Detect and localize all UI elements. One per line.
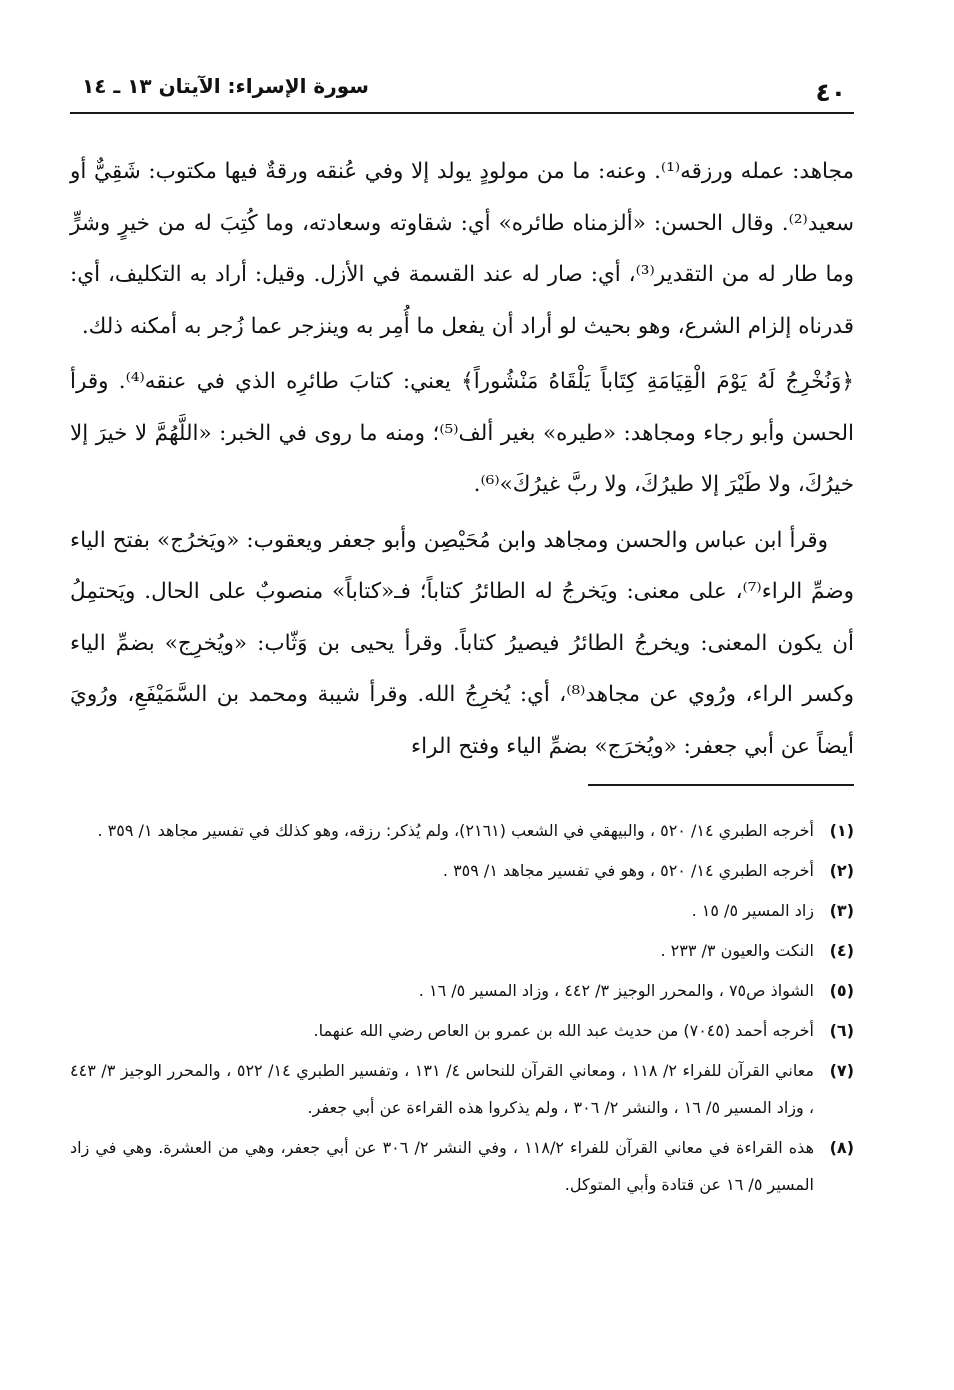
footnote-number: (٨)	[829, 1138, 854, 1157]
paragraph: ﴿وَنُخْرِجُ لَهُ يَوْمَ الْقِيَامَةِ كِتَاباً يَلْقَاهُ مَنْشُوراً﴾ يعني: كتابَ طائرِه الذي في عنقه⁽⁴⁾. وقرأ الحسن وأبو رجاء ومجاهد: «طيره» بغير ألف⁽⁵⁾؛ ومنه ما روى في الخبر: «اللَّهُمَّ لا خيرَ إلا خيرُكَ، ولا طَيْرَ إلا طيرُكَ، ولا ربَّ غيرُكَ»⁽⁶⁾.	[70, 369, 855, 497]
main-text	[70, 146, 854, 772]
footnote-number: (٥)	[829, 981, 854, 1000]
footnote-number: (٣)	[829, 901, 854, 920]
footnote-text: النكت والعيون ٣/ ٢٣٣ .	[660, 941, 814, 960]
footnote-number: (١)	[829, 821, 854, 840]
footnote-item	[70, 1129, 854, 1203]
footnote-item	[70, 852, 854, 889]
footnote-item	[70, 1012, 854, 1049]
footnote-text: أخرجه أحمد (٧٠٤٥) من حديث عبد الله بن عمرو بن العاص رضي الله عنهما.	[313, 1021, 814, 1040]
footnote-item	[70, 972, 854, 1009]
footnote-divider	[588, 784, 854, 786]
footnote-text: أخرجه الطبري ١٤/ ٥٢٠ ، والبيهقي في الشعب (٢١٦١)، ولم يُذكر: رزقه، وهو كذلك في تفسير مجاهد ١/ ٣٥٩ .	[97, 821, 814, 840]
footnote-number: (٧)	[829, 1061, 854, 1080]
footnote-number: (٢)	[829, 861, 854, 880]
paragraph: مجاهد: عمله ورزقه⁽¹⁾. وعنه: ما من مولودٍ يولد إلا وفي عُنقه ورقةٌ فيها مكتوب: شَقِيٌّ أو سعيد⁽²⁾. وقال الحسن: «ألزمناه طائره» أي: شقاوته وسعادته، وما كُتِبَ له من خيرٍ وشرٍّ وما طار له من التقدير⁽³⁾، أي: صار له عند القسمة في الأزل. وقيل: أراد به التكليف، أي: قدرناه إلزام الشرع، وهو بحيث لو أراد أن يفعل ما أُمِر به وينزجر عما زُجر به أمكنه ذلك.	[70, 159, 854, 339]
footnote-text: أخرجه الطبري ١٤/ ٥٢٠ ، وهو في تفسير مجاهد ١/ ٣٥٩ .	[442, 861, 814, 880]
footnote-text: زاد المسير ٥/ ١٥ .	[691, 901, 814, 920]
footnote-text: هذه القراءة في معاني القرآن للفراء ١١٨/٢ ، وفي النشر ٢/ ٣٠٦ عن أبي جعفر، وهي من العشرة. وهي في زاد المسير ٥/ ١٦ عن قتادة وأبي المتوكل.	[70, 1138, 815, 1194]
running-title: سورة الإسراء: الآيتان ١٣ ـ ١٤	[82, 74, 369, 98]
footnote-item	[70, 932, 854, 969]
page-number: ٤٠	[815, 78, 846, 107]
footnote-item	[70, 812, 854, 849]
footnote-item	[70, 1052, 854, 1126]
page-header	[70, 70, 854, 114]
footnote-number: (٤)	[829, 941, 854, 960]
paragraph: وقرأ ابن عباس والحسن ومجاهد وابن مُحَيْصِن وأبو جعفر ويعقوب: «ويَخرُج» بفتح الياء وضمِّ الراء⁽⁷⁾، على معنى: ويَخرجُ له الطائرُ كتاباً؛ فـ«كتاباً» منصوبٌ على الحال. ويَحتمِلُ أن يكون المعنى: ويخرجُ الطائرُ فيصيرُ كتاباً. وقرأ يحيى بن وَثّاب: «ويُخرِج» بضمِّ الياء وكسر الراء، ورُوي عن مجاهد⁽⁸⁾، أي: يُخرِجُ الله. وقرأ شيبة ومحمد بن السَّمَيْفَعِ، ورُويَ أيضاً عن أبي جعفر: «ويُخرَج» بضمِّ الياء وفتح الراء	[70, 527, 854, 759]
footnote-item	[70, 892, 854, 929]
footnotes	[70, 812, 854, 1203]
footnote-number: (٦)	[829, 1021, 854, 1040]
footnote-text: معاني القرآن للفراء ٢/ ١١٨ ، ومعاني القرآن للنحاس ٤/ ١٣١ ، وتفسير الطبري ١٤/ ٥٢٢ ، والمحرر الوجيز ٣/ ٤٤٣ ، وزاد المسير ٥/ ١٦ ، والنشر ٢/ ٣٠٦ ، ولم يذكروا هذه القراءة عن أبي جعفر.	[70, 1061, 815, 1117]
footnote-text: الشواذ ص٧٥ ، والمحرر الوجيز ٣/ ٤٤٢ ، وزاد المسير ٥/ ١٦ .	[418, 981, 814, 1000]
